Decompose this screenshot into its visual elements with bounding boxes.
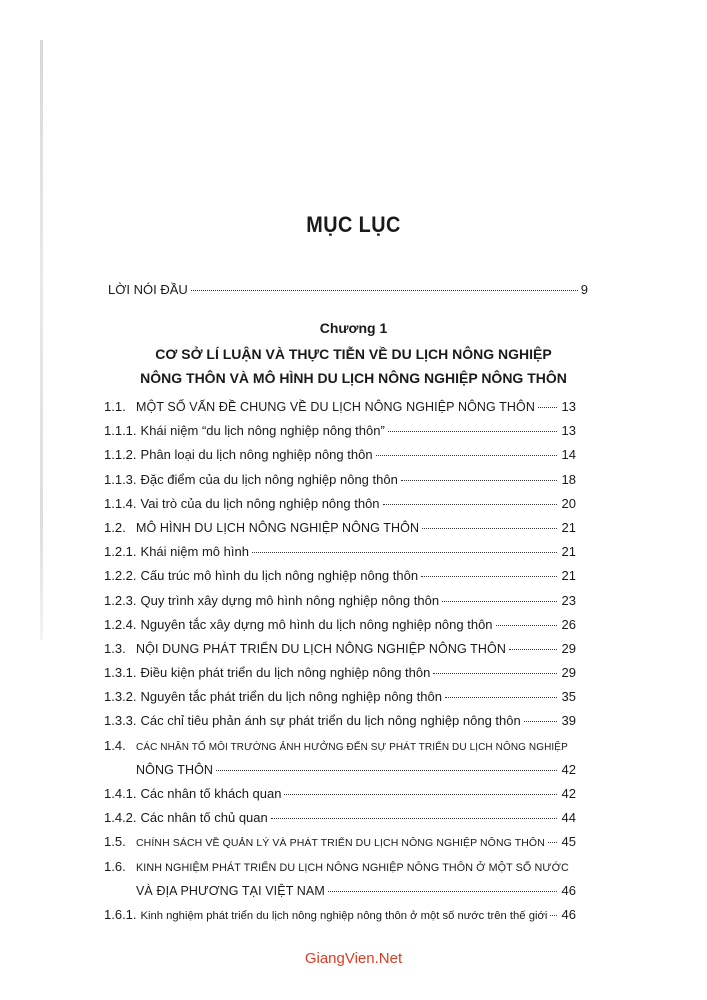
toc-entry-title: KINH NGHIỆM PHÁT TRIỂN DU LỊCH NÔNG NGHIỆP NÔNG THÔN Ở MỘT SỐ NƯỚC <box>136 861 569 874</box>
toc-entry-page: 21 <box>561 568 576 584</box>
chapter-title-line1: CƠ SỞ LÍ LUẬN VÀ THỰC TIỄN VỀ DU LỊCH NÔNG NGHIỆP <box>155 346 552 362</box>
toc-entry-title: Nguyên tắc xây dựng mô hình du lịch nông nghiệp nông thôn <box>140 616 493 632</box>
toc-entry-title: Đặc điểm của du lịch nông nghiệp nông thôn <box>140 471 398 487</box>
scan-edge <box>40 40 43 640</box>
toc-entry[interactable] <box>104 712 576 736</box>
toc-entry-number: 1.1.2. <box>104 447 137 463</box>
dot-leader <box>388 431 557 432</box>
toc-entry-title: MỘT SỐ VẤN ĐỀ CHUNG VỀ DU LỊCH NÔNG NGHIỆP NÔNG THÔN <box>136 400 535 414</box>
toc-entry-number: 1.6. <box>104 858 126 874</box>
dot-leader <box>252 552 557 553</box>
toc-entry[interactable] <box>104 858 576 906</box>
toc-list <box>104 398 576 930</box>
toc-entry-page: 42 <box>561 761 576 777</box>
toc-entry-title: Nguyên tắc phát triển du lịch nông nghiệp nông thôn <box>140 689 442 705</box>
toc-entry-page: 46 <box>561 906 576 922</box>
toc-entry-page: 13 <box>561 423 576 439</box>
toc-entry[interactable] <box>104 543 576 567</box>
toc-entry[interactable] <box>104 567 576 591</box>
toc-entry-number: 1.4.1. <box>104 786 137 801</box>
dot-leader <box>401 480 557 481</box>
toc-entry-title: Cấu trúc mô hình du lịch nông nghiệp nông thôn <box>140 568 419 584</box>
toc-entry-title: Vai trò của du lịch nông nghiệp nông thôn <box>140 495 380 511</box>
watermark: GiangVien.Net <box>304 950 403 967</box>
toc-entry-page: 42 <box>561 786 576 801</box>
toc-entry-title: NỘI DUNG PHÁT TRIỂN DU LỊCH NÔNG NGHIỆP NÔNG THÔN <box>136 641 506 656</box>
dot-leader <box>383 504 557 505</box>
toc-entry-title-continued: VÀ ĐỊA PHƯƠNG TẠI VIỆT NAM <box>136 883 325 898</box>
toc-entry-title: Khái niệm “du lịch nông nghiệp nông thôn” <box>140 423 385 439</box>
toc-entry[interactable] <box>104 688 576 712</box>
toc-entry-preface[interactable] <box>108 282 588 297</box>
toc-entry-title: CÁC NHÂN TỐ MÔI TRƯỜNG ẢNH HƯỞNG ĐẾN SỰ PHÁT TRIỂN DU LỊCH NÔNG NGHIỆP <box>136 741 568 753</box>
chapter-title-line2: NÔNG THÔN VÀ MÔ HÌNH DU LỊCH NÔNG NGHIỆP NÔNG THÔN <box>140 370 567 386</box>
dot-leader <box>496 625 557 626</box>
toc-entry-page: 29 <box>561 640 576 656</box>
toc-entry-number: 1.3. <box>104 640 126 656</box>
toc-entry-page: 35 <box>561 689 576 705</box>
toc-entry-title: Các nhân tố khách quan <box>140 786 282 801</box>
toc-entry-page: 29 <box>561 665 576 681</box>
toc-entry-title: MÔ HÌNH DU LỊCH NÔNG NGHIỆP NÔNG THÔN <box>136 520 420 535</box>
dot-leader <box>548 842 557 843</box>
toc-entry-number: 1.2.2. <box>104 568 137 584</box>
dot-leader <box>442 601 557 602</box>
preface-page: 9 <box>580 282 588 297</box>
toc-entry[interactable] <box>104 592 576 616</box>
toc-entry-number: 1.1.4. <box>104 495 137 511</box>
toc-entry-page: 46 <box>561 882 576 898</box>
toc-entry[interactable] <box>104 471 576 495</box>
toc-entry-title: Khái niệm mô hình <box>140 544 249 560</box>
chapter-number: Chương 1 <box>319 320 388 336</box>
dot-leader <box>509 649 557 650</box>
dot-leader <box>376 455 557 456</box>
toc-entry[interactable] <box>104 640 576 664</box>
toc-entry[interactable] <box>104 495 576 519</box>
dot-leader <box>422 528 557 529</box>
toc-entry-page: 18 <box>561 471 576 487</box>
toc-entry[interactable] <box>104 398 576 422</box>
dot-leader <box>271 818 557 819</box>
toc-entry-number: 1.4. <box>104 737 126 753</box>
toc-entry[interactable] <box>104 519 576 543</box>
toc-entry-page: 26 <box>561 616 576 632</box>
toc-entry-number: 1.3.1. <box>104 665 137 681</box>
dot-leader <box>284 794 557 795</box>
toc-entry-title: CHÍNH SÁCH VỀ QUẢN LÝ VÀ PHÁT TRIỂN DU LỊCH NÔNG NGHIỆP NÔNG THÔN <box>136 837 545 850</box>
toc-entry-page: 21 <box>561 519 576 535</box>
toc-entry[interactable] <box>104 446 576 470</box>
dot-leader <box>445 697 557 698</box>
dot-leader <box>433 673 557 674</box>
toc-entry-page: 45 <box>561 834 576 850</box>
toc-entry-title: Các nhân tố chủ quan <box>140 810 268 826</box>
dot-leader <box>524 721 557 722</box>
toc-entry-number: 1.3.2. <box>104 689 137 705</box>
toc-entry-page: 44 <box>561 810 576 826</box>
dot-leader <box>421 576 557 577</box>
toc-entry-page: 39 <box>561 713 576 729</box>
toc-entry[interactable] <box>104 616 576 640</box>
toc-entry-number: 1.2.3. <box>104 592 137 608</box>
toc-entry[interactable] <box>104 809 576 833</box>
dot-leader <box>538 407 557 408</box>
toc-entry-number: 1.1. <box>104 399 126 414</box>
toc-entry[interactable] <box>104 906 576 930</box>
dot-leader <box>216 770 557 771</box>
toc-entry-number: 1.1.1. <box>104 423 137 439</box>
toc-entry-number: 1.6.1. <box>104 906 137 922</box>
toc-entry-number: 1.3.3. <box>104 713 137 729</box>
toc-entry-page: 20 <box>561 495 576 511</box>
toc-entry-number: 1.2.1. <box>104 544 137 560</box>
toc-entry-number: 1.2.4. <box>104 616 137 632</box>
toc-entry-number: 1.4.2. <box>104 810 137 826</box>
toc-entry-number: 1.5. <box>104 834 126 850</box>
toc-entry-number: 1.1.3. <box>104 471 137 487</box>
toc-entry[interactable] <box>104 664 576 688</box>
toc-entry-page: 14 <box>561 447 576 463</box>
toc-entry[interactable] <box>104 785 576 809</box>
toc-entry-title-continued: NÔNG THÔN <box>136 762 214 777</box>
page-title: MỤC LỤC <box>306 212 401 237</box>
toc-entry-page: 21 <box>561 544 576 560</box>
toc-entry-page: 13 <box>561 399 576 414</box>
toc-entry[interactable] <box>104 833 576 857</box>
toc-entry-title: Kinh nghiệm phát triển du lịch nông nghiệp nông thôn ở một số nước trên thế giới <box>140 909 548 922</box>
toc-entry-number: 1.2. <box>104 519 126 535</box>
dot-leader <box>550 915 557 916</box>
toc-entry-title: Các chỉ tiêu phản ánh sự phát triển du lịch nông nghiệp nông thôn <box>140 713 521 729</box>
toc-entry-page: 23 <box>561 592 576 608</box>
preface-label: LỜI NÓI ĐẦU <box>108 282 188 297</box>
dot-leader <box>191 290 578 291</box>
toc-entry[interactable] <box>104 422 576 446</box>
toc-entry-title: Phân loại du lịch nông nghiệp nông thôn <box>140 447 373 463</box>
dot-leader <box>328 891 557 892</box>
toc-entry-title: Quy trình xây dựng mô hình nông nghiệp nông thôn <box>140 592 440 608</box>
toc-entry[interactable] <box>104 737 576 785</box>
toc-entry-title: Điều kiện phát triển du lịch nông nghiệp nông thôn <box>140 665 431 681</box>
